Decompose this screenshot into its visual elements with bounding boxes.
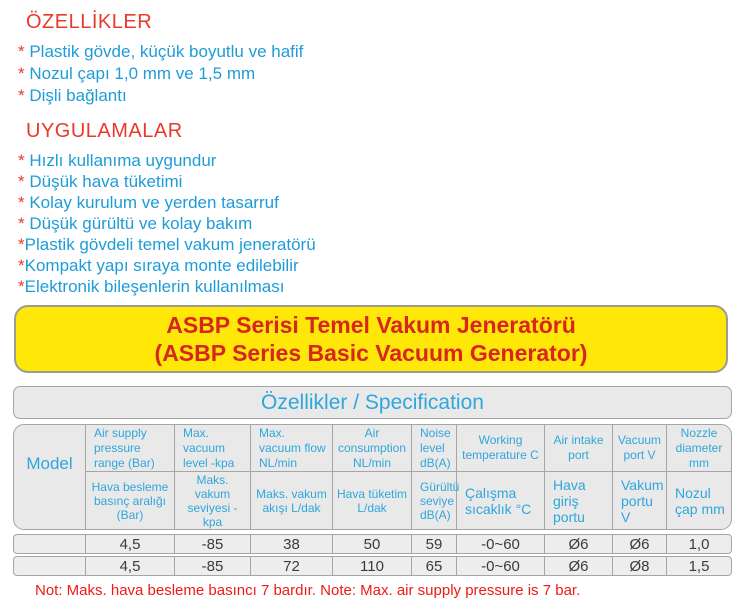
data-cell: 38 (251, 535, 333, 553)
table-title-bar (13, 386, 732, 419)
data-cell: -85 (175, 557, 251, 575)
data-cell: Ø6 (613, 535, 667, 553)
feature-item (18, 85, 303, 107)
data-cell: -0~60 (457, 535, 545, 553)
application-item-text: Kompakt yapı sıraya monte edilebilir (24, 256, 299, 275)
applications-heading: UYGULAMALAR (26, 120, 183, 142)
bullet-star: * (18, 86, 25, 105)
header-cell-en-working-temp: Working temperature C (457, 425, 545, 472)
table-header (13, 424, 732, 530)
data-cell: 72 (251, 557, 333, 575)
data-cell: 1,5 (688, 557, 710, 575)
features-heading: ÖZELLİKLER (26, 11, 153, 33)
data-cell-model (14, 557, 86, 575)
product-title-banner (14, 305, 728, 373)
feature-item (18, 41, 303, 63)
feature-item (18, 63, 303, 85)
application-item (18, 276, 316, 297)
header-cell-tr-hava-giris: Hava giriş portu (545, 472, 613, 529)
spec-table (13, 386, 732, 578)
header-cell-tr-vakum-portu: Vakum portu V (613, 472, 667, 529)
header-cell-tr-gurultu: Gürültü seviye dB(A) (412, 472, 457, 529)
features-section (14, 10, 303, 107)
header-cell-en-air-consumption: Air consumption NL/min (333, 425, 412, 472)
application-item-text: Plastik gövdeli temel vakum jeneratörü (24, 235, 316, 254)
bullet-star: * (18, 214, 25, 233)
header-cell-tr-hava-tuketim: Hava tüketim L/dak (333, 472, 412, 529)
header-cell-en-vacuum-flow: Max. vacuum flow NL/min (251, 425, 333, 472)
data-cell: Ø8 (613, 557, 667, 575)
header-cell-en-air-supply: Air supply pressure range (Bar) (86, 425, 175, 472)
data-cell: 65 (412, 557, 457, 575)
application-item (18, 213, 316, 234)
bullet-star: * (18, 64, 25, 83)
data-cell: -85 (175, 535, 251, 553)
header-cell-model: Model (14, 425, 86, 529)
table-title: Özellikler / Specification (261, 390, 484, 414)
bullet-star: * (18, 151, 25, 170)
feature-item-text: Nozul çapı 1,0 mm ve 1,5 mm (24, 64, 256, 83)
header-cell-tr-hava-besleme: Hava besleme basınç aralığı (Bar) (86, 472, 175, 529)
data-cell: Ø6 (545, 557, 613, 575)
application-item-text: Elektronik bileşenlerin kullanılması (24, 277, 285, 296)
feature-item-text: Plastik gövde, küçük boyutlu ve hafif (24, 42, 304, 61)
header-cell-en-vacuum-port: Vacuum port V (613, 425, 667, 472)
footnote: Not: Maks. hava besleme basıncı 7 bardır. Note: Max. air supply pressure is 7 bar. (35, 582, 581, 599)
banner-title-tr: ASBP Serisi Temel Vakum Jeneratörü (166, 312, 576, 338)
table-row (13, 556, 732, 576)
bullet-star: * (18, 42, 25, 61)
data-cell: 1,0 (688, 535, 710, 553)
header-cell-tr-vakum-akisi: Maks. vakum akışı L/dak (251, 472, 333, 529)
bullet-star: * (18, 235, 25, 254)
data-cell-model (14, 535, 86, 553)
application-item (18, 255, 316, 276)
header-cell-tr-vakum-seviyesi: Maks. vakum seviyesi -kpa (175, 472, 251, 529)
data-cell: 4,5 (86, 535, 175, 553)
application-item (18, 234, 316, 255)
application-item-text: Kolay kurulum ve yerden tasarruf (24, 193, 279, 212)
application-item (18, 171, 316, 192)
bullet-star: * (18, 277, 25, 296)
data-cell: -0~60 (457, 557, 545, 575)
header-cell-tr-calisma: Çalışma sıcaklık °C (457, 472, 545, 529)
application-item (18, 192, 316, 213)
header-cell-en-air-intake: Air intake port (545, 425, 613, 472)
application-item-text: Düşük hava tüketimi (24, 172, 183, 191)
applications-section (14, 119, 316, 297)
application-item-text: Düşük gürültü ve kolay bakım (24, 214, 253, 233)
bullet-star: * (18, 193, 25, 212)
header-cell-en-nozzle-diameter: Nozzle diameter mm (667, 425, 731, 472)
bullet-star: * (18, 172, 25, 191)
data-cell: 50 (333, 535, 412, 553)
data-cell: 4,5 (86, 557, 175, 575)
application-item (18, 150, 316, 171)
data-cell: Ø6 (545, 535, 613, 553)
header-cell-en-noise-level: Noise level dB(A) (412, 425, 457, 472)
bullet-star: * (18, 256, 25, 275)
application-item-text: Hızlı kullanıma uygundur (24, 151, 217, 170)
data-cell: 110 (333, 557, 412, 575)
feature-item-text: Dişli bağlantı (24, 86, 127, 105)
banner-title-en: (ASBP Series Basic Vacuum Generator) (154, 340, 588, 366)
table-row (13, 534, 732, 554)
header-cell-en-vacuum-level: Max. vacuum level -kpa (175, 425, 251, 472)
header-cell-tr-nozul-cap: Nozul çap mm (675, 484, 725, 517)
data-cell: 59 (412, 535, 457, 553)
